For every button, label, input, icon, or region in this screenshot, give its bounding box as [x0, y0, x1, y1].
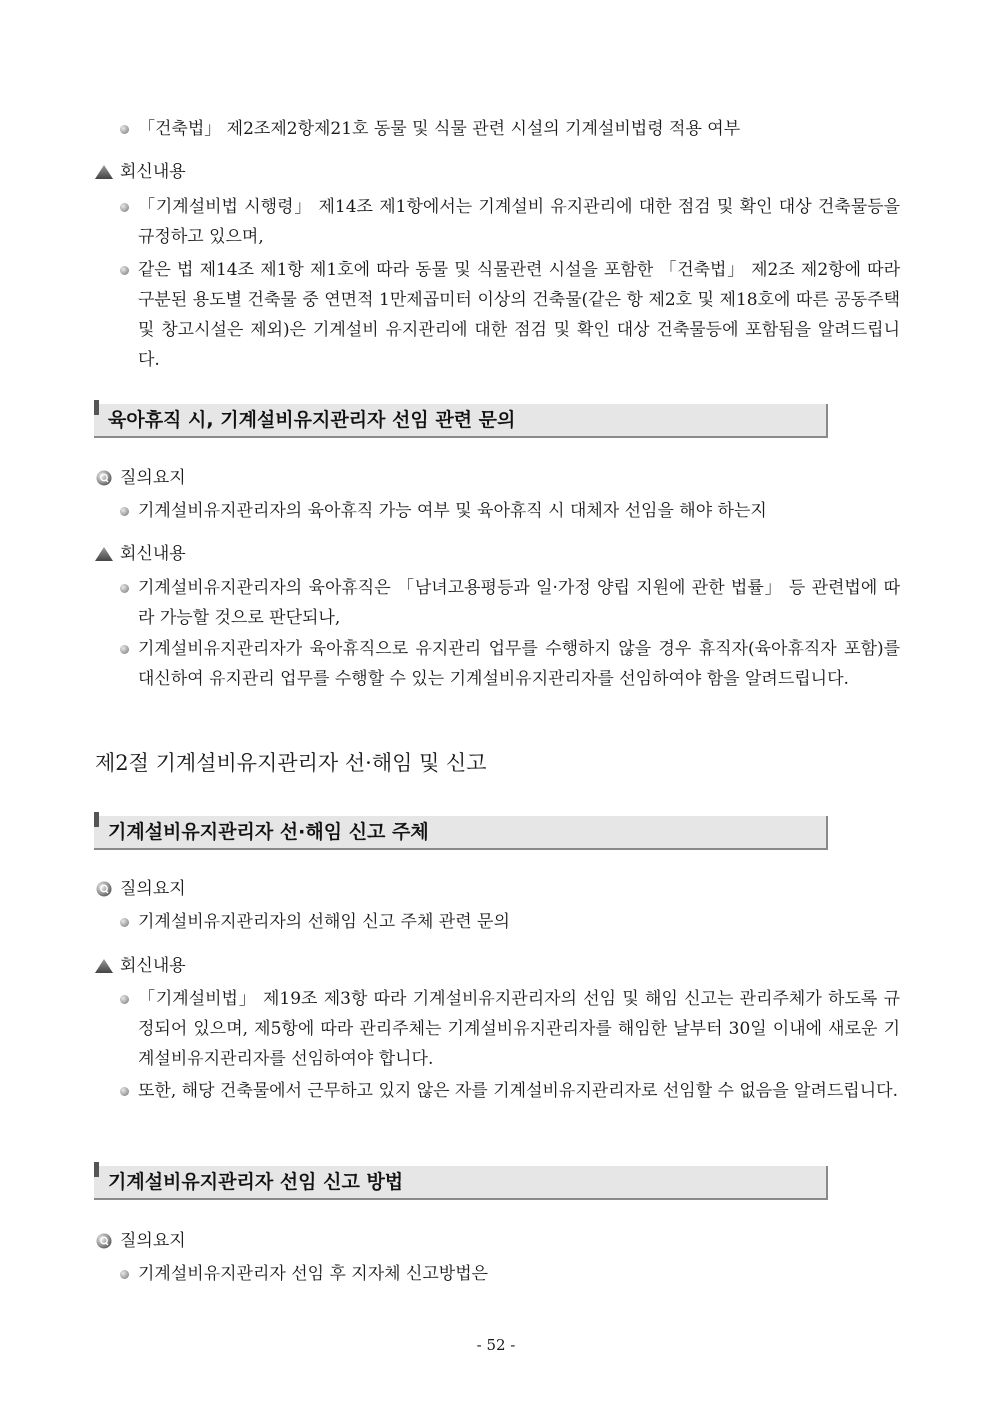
- q-icon: [96, 470, 112, 486]
- list-item-text: 같은 법 제14조 제1항 제1호에 따라 동물 및 식물관련 시설을 포함한 「건축법」 제2조 제2항에 따라 구분된 용도별 건축물 중 연면적 1만제곱미터 이상의 건축물(같은 항 제2호 및 제18호에 따른 공동주택 및 창고시설은 제외)은 기계설비 유지관리에 대한 점검 및 확인 대상 건축물등에 포함됨을 알려드립니다.: [138, 260, 900, 370]
- section-title: 육아휴직 시, 기계설비유지관리자 선임 관련 문의: [108, 409, 516, 431]
- list-item-text: 「건축법」 제2조제2항제21호 동물 및 식물 관련 시설의 기계설비법령 적용 여부: [138, 119, 741, 139]
- list-item-text: 「기계설비법」 제19조 제3항 따라 기계설비유지관리자의 선임 및 해임 신고는 관리주체가 하도록 규정되어 있으며, 제5항에 따라 관리주체는 기계설비유지관리자를 해임한 날부터 30일 이내에 새로운 기계설비유지관리자를 선임하여야 합니다.: [138, 989, 900, 1069]
- list-item-text: 기계설비유지관리자의 육아휴직 가능 여부 및 육아휴직 시 대체자 선임을 해야 하는지: [138, 501, 767, 521]
- list-item-text: 기계설비유지관리자의 선해임 신고 주체 관련 문의: [138, 912, 510, 932]
- bullet-dot-icon: [120, 266, 129, 275]
- list-item: [120, 1076, 900, 1106]
- section-header: [94, 404, 831, 440]
- list-item-text: 기계설비유지관리자 선임 후 지자체 신고방법은: [138, 1264, 489, 1284]
- section-header-tick: [94, 1162, 99, 1177]
- bullet-dot-icon: [120, 203, 129, 212]
- section-header: [94, 1166, 831, 1202]
- q-icon: [96, 1233, 112, 1249]
- section-header-tick: [94, 812, 99, 827]
- bullet-dot-icon: [120, 1270, 129, 1279]
- list-item-text: 또한, 해당 건축물에서 근무하고 있지 않은 자를 기계설비유지관리자로 선임할 수 없음을 알려드립니다.: [138, 1081, 898, 1101]
- triangle-icon: [95, 959, 113, 973]
- list-item: [120, 1259, 900, 1289]
- bullet-dot-icon: [120, 995, 129, 1004]
- list-item: [120, 984, 900, 1074]
- chapter-title: 제2절 기계설비유지관리자 선·해임 및 신고: [95, 751, 487, 775]
- triangle-icon: [95, 547, 113, 561]
- list-item: [120, 192, 900, 252]
- section-title: 기계설비유지관리자 선·해임 신고 주체: [108, 821, 429, 843]
- section-header: [94, 816, 831, 852]
- page-number: - 52 -: [476, 1336, 516, 1354]
- list-item: [120, 634, 900, 694]
- bullet-dot-icon: [120, 1087, 129, 1096]
- answer-label: 회신내용: [120, 544, 186, 564]
- list-item-text: 기계설비유지관리자의 육아휴직은 「남녀고용평등과 일·가정 양립 지원에 관한 법률」 등 관련법에 따라 가능할 것으로 판단되나,: [138, 578, 900, 628]
- list-item: [120, 114, 900, 144]
- bullet-dot-icon: [120, 584, 129, 593]
- q-icon: [96, 881, 112, 897]
- triangle-icon: [95, 165, 113, 179]
- question-label: 질의요지: [120, 1231, 186, 1251]
- section-header-tick: [94, 400, 99, 415]
- list-item: [120, 573, 900, 633]
- answer-label: 회신내용: [120, 956, 186, 976]
- answer-label: 회신내용: [120, 162, 186, 182]
- list-item-text: 기계설비유지관리자가 육아휴직으로 유지관리 업무를 수행하지 않을 경우 휴직자(육아휴직자 포함)를 대신하여 유지관리 업무를 수행할 수 있는 기계설비유지관리자를 선임하여야 함을 알려드립니다.: [138, 639, 900, 689]
- list-item: [120, 907, 900, 937]
- section-title: 기계설비유지관리자 선임 신고 방법: [108, 1171, 404, 1193]
- bullet-dot-icon: [120, 645, 129, 654]
- question-label: 질의요지: [120, 879, 186, 899]
- bullet-dot-icon: [120, 125, 129, 134]
- bullet-dot-icon: [120, 918, 129, 927]
- bullet-dot-icon: [120, 507, 129, 516]
- list-item: [120, 496, 900, 526]
- question-label: 질의요지: [120, 468, 186, 488]
- list-item: [120, 255, 900, 375]
- list-item-text: 「기계설비법 시행령」 제14조 제1항에서는 기계설비 유지관리에 대한 점검 및 확인 대상 건축물등을 규정하고 있으며,: [138, 197, 900, 247]
